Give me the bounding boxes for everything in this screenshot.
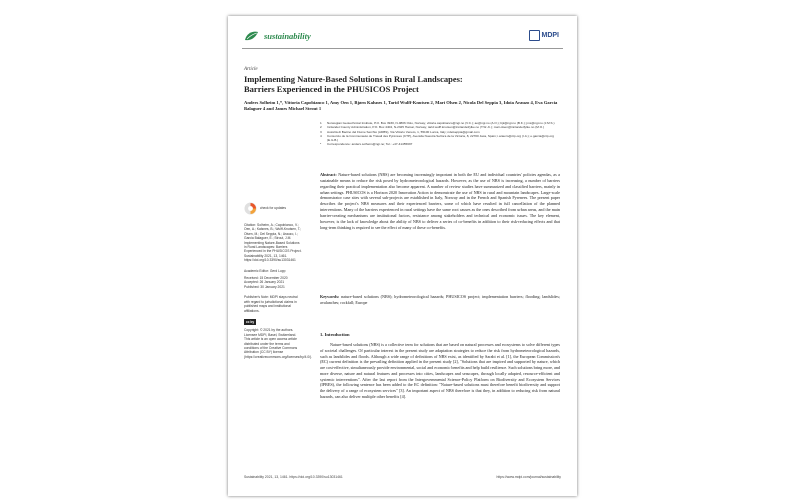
publisher-note: Publisher's Note: MDPI stays neutral with regard to jurisdictional claims in published maps and institutional affiliations.: [244, 295, 298, 313]
affiliation-item: 4 Consorcio de la Communauté de Travail des Pyrénées (CTP), Avenida Nuestra Señora de la Victoria, 8, 22700 Jaca, Spain; i.arauzo@ctp.org (I.A.); e.garcia@ctp.org (E.G.B.): [320, 133, 554, 143]
keywords-label: Keywords:: [320, 294, 340, 299]
footer-journal-url[interactable]: https://www.mdpi.com/journal/sustainability: [496, 475, 561, 479]
header-divider: [242, 48, 563, 49]
footer-citation[interactable]: Sustainability 2021, 13, 1461. https://doi.org/10.3390/su13031461: [244, 475, 343, 479]
affiliations: [320, 121, 556, 147]
paper-page: [228, 16, 577, 496]
copyright-block: Copyright: © 2021 by the authors. Licensee MDPI, Basel, Switzerland. This article is an open access article distributed under the terms and conditions of the Creative Commons Attribution (CC BY) license (https://creativecommons.org/licenses/by/4.0/).: [244, 328, 313, 359]
published-date: Published: 30 January 2021: [244, 284, 285, 289]
keywords: [320, 294, 560, 306]
publisher-logo: [529, 30, 560, 41]
mdpi-square-icon: [529, 30, 540, 41]
title-line-1: Implementing Nature-Based Solutions in Rural Landscapes:: [244, 74, 463, 84]
article-sidebar: [244, 202, 313, 359]
author-list: Anders Solheim 1,*, Vittoria Capobianco 1, Amy Oen 1, Bjørn Kalsnes 1, Tarid Wulff-Knutsen 2, Mari Olsen 2, Nicola Del Seppia 3, Idoia Arauzo 4, Eva Garcia Balaguer 4 and James Michael Strout 1: [244, 100, 558, 112]
abstract: [320, 172, 560, 230]
affiliation-item: 1 Norwegian Geotechnical Institute, P.O. Box 3930, N-0806 Oslo, Norway; vittoria.capobianco@ngi.no (V.C.); ao@ngi.no (A.O.); bjk@ngi.no (B.K.); jms@ngi.no (J.M.S.): [320, 121, 555, 125]
affiliation-item: 2 Innlandet County Administration, P.O. Box 4404, N-2325 Hamar, Norway; tarid.wulff.knutsen@innlandetfylke.no (T.W.-K.); mari.olsen@innlandetfylke.no (M.O.): [320, 125, 544, 130]
citation-block: Citation: Solheim, A.; Capobianco, V.; Oen, A.; Kalsnes, B.; Wulff-Knutsen, T.; Olsen, M.; Del Seppia, N.; Arauzo, I.; Garcia Balaguer, E.; Strout, J.M. Implementing Nature-Based Solutions in Rural Landscapes: Barriers Experienced in the PHUSICOS Project. Sustainability 2021, 13, 1461. https://doi.org/10.3390/su13031461: [244, 223, 302, 263]
title-line-2: Barriers Experienced in the PHUSICOS Project: [244, 84, 419, 95]
introduction-text: Nature-based solutions (NBS) is a collective term for solutions that are based on natural processes and ecosystems to solve different types of societal challenges. Of particular interest in the present study are adaptation strategies to reduce the risk from hydrometeorological hazards, such as landslides and floods. Although a wide range of definitions of NBS exist, as identified by Sarabi et al. [1], the European Commission's (EC) current definition is the prevailing definition applied in the present study [2], "Solutions that are inspired and supported by nature, which are cost-effective, simultaneously provide environmental, social and economic benefits and help build resilience. Such solutions bring more, and more diverse, nature and natural features and processes into cities, landscapes and seascapes, through locally adapted, resource-efficient and systemic interventions". After the last report from the Intergovernmental Science-Policy Platform on Biodiversity and Ecosystem Services (IPBES), the following sentence has been added to the EC definition: "Nature-based solutions must therefore benefit biodiversity and support the delivery of a range of ecosystem services" [3]. An important aspect of NBS therefore is that they, in addition to reducing risk from natural hazards, can also deliver multiple other benefits [4].: [320, 342, 560, 399]
paper-title: [244, 74, 544, 94]
correspondence: * Correspondence: anders.solheim@ngi.no; Tel.: +47-41455697: [320, 142, 413, 147]
article-type: Article: [244, 67, 258, 72]
received-date: Received: 15 December 2020: [244, 276, 288, 281]
abstract-label: Abstract:: [320, 172, 337, 177]
publisher-name: MDPI: [541, 32, 559, 39]
accepted-date: Accepted: 26 January 2021: [244, 280, 285, 285]
cc-by-icon: cc by: [246, 319, 255, 324]
affiliation-item: 3 Autorità di Bacino del Fiume Serchio (ADBS), Via Vittorio Veneto, 1, 55100 Lucca, Italy; ndelseppia@gmail.com: [320, 129, 480, 134]
keywords-text: nature-based solutions (NBS); hydrometeorological hazards; PHUSICOS project; implementation barriers; flooding; landslides; avalanches; rockfall; Europe: [320, 294, 560, 305]
page-footer: [244, 475, 561, 479]
cc-license-badge[interactable]: [244, 319, 302, 325]
check-for-updates-badge[interactable]: [244, 202, 302, 215]
leaf-icon: [244, 30, 260, 42]
journal-name: sustainability: [264, 31, 311, 41]
check-updates-icon: [244, 202, 257, 215]
section-heading: 1. Introduction: [320, 332, 350, 337]
abstract-text: Nature-based solutions (NBS) are becoming increasingly important in both the EU and individual countries' policies agendas, as a sustainable means to reduce the risk posed by hydrometeorological hazards. However, as the use of NBS is increasing, a number of barriers regarding their practical implementation also become apparent. A number of review studies have summarized and classified barriers, mainly in urban settings. PHUSICOS is a Horizon 2020 Innovation Action to demonstrate the use of NBS in rural and mountain landscapes. Large-scale demonstrator case sites with several sub-projects are established in Italy, Norway and in the French and Spanish Pyrenees. The present paper describes the project's NBS measures and their experienced barriers, some of which have resulted in full cancellation of the planned interventions. Many of the barriers experienced in rural settings have the same root causes as the ones described from urban areas, and the main barrier-creating mechanisms are institutional factors, resistance among stakeholders and technical and economic issues. The key element, however, is the lack of knowledge about the ability of NBS to deliver a series of co-benefits in addition to their risk-reducing effects and that long-term thinking is required to see the effect of many of these co-benefits.: [320, 172, 560, 230]
check-updates-label: check for updates: [260, 205, 287, 210]
journal-logo: [244, 30, 311, 42]
academic-editor: Academic Editor: Gerd Lupp: [244, 268, 286, 273]
